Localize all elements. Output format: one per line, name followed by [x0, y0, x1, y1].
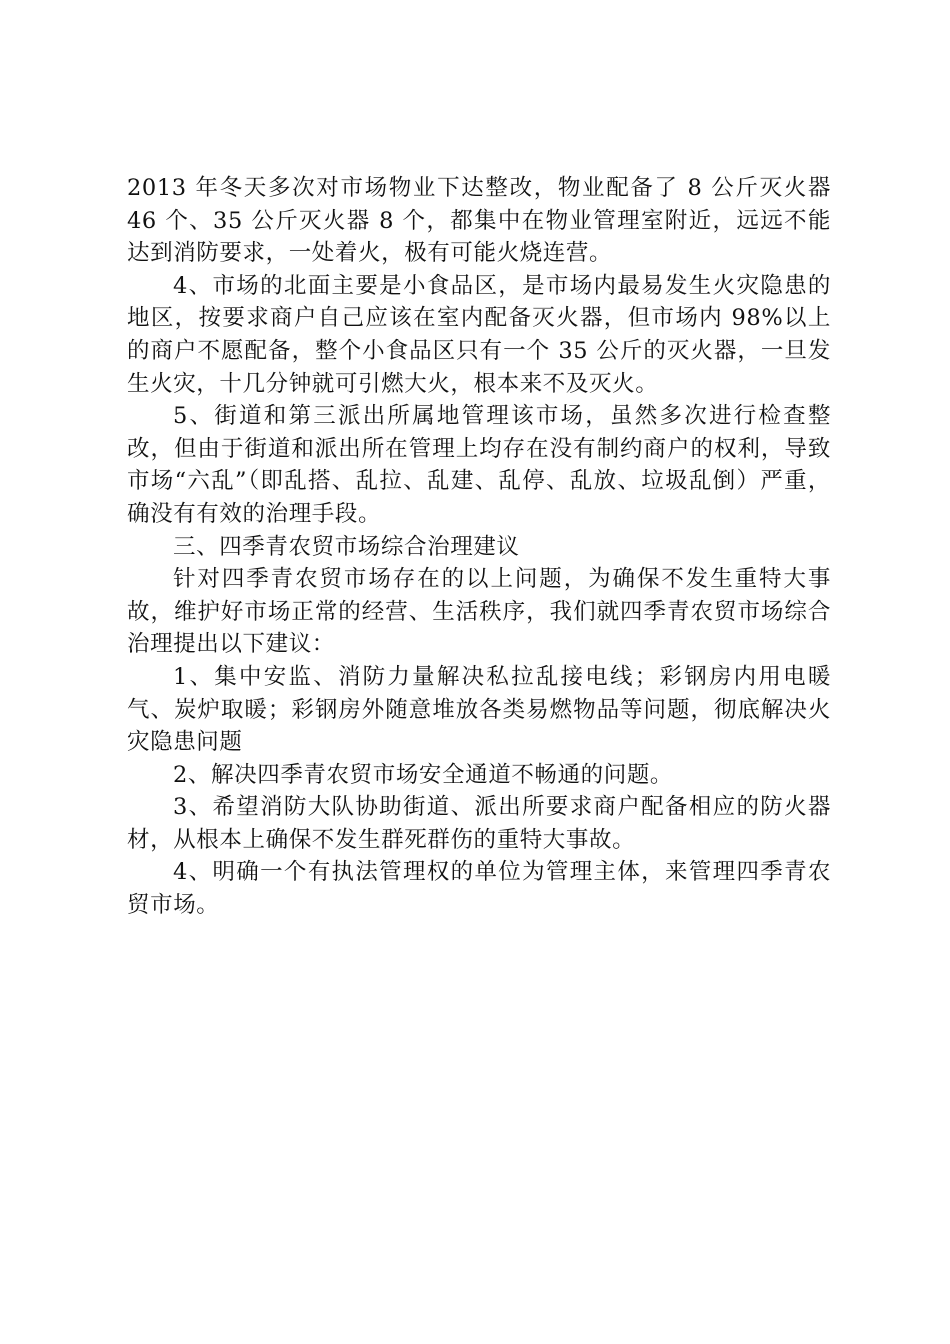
suggestion-item-3: 3、希望消防大队协助街道、派出所要求商户配备相应的防火器材，从根本上确保不发生群死群伤的重特大事故。 — [127, 794, 831, 853]
suggestion-item-4: 4、明确一个有执法管理权的单位为管理主体，来管理四季青农贸市场。 — [127, 859, 831, 919]
paragraph-item-4-snack-area: 4、市场的北面主要是小食品区，是市场内最易发生火灾隐患的地区，按要求商户自己应该在室内配备灭火器，但市场内 98%以上的商户不愿配备，整个小食品区只有一个 35 公斤的灭火器，一旦发生火灾，十几分钟就可引燃大火，根本来不及灭火。 — [127, 272, 831, 397]
paragraph-fire-extinguisher-rectification: 2013 年冬天多次对市场物业下达整改，物业配备了 8 公斤灭火器 46 个、35 公斤灭火器 8 个，都集中在物业管理室附近，远远不能达到消防要求，一处着火，极有可能火烧连营。 — [127, 175, 831, 267]
suggestion-item-2: 2、解决四季青农贸市场安全通道不畅通的问题。 — [173, 761, 674, 788]
section-heading-suggestions: 三、四季青农贸市场综合治理建议 — [173, 533, 520, 560]
paragraph-suggestions-intro: 针对四季青农贸市场存在的以上问题，为确保不发生重特大事故，维护好市场正常的经营、生活秩序，我们就四季青农贸市场综合治理提出以下建议： — [127, 566, 831, 658]
document-body — [127, 172, 831, 922]
suggestion-item-1: 1、集中安监、消防力量解决私拉乱接电线；彩钢房内用电暖气、炭炉取暖；彩钢房外随意堆放各类易燃物品等问题，彻底解决火灾隐患问题 — [127, 663, 831, 756]
paragraph-item-5-street-police: 5、街道和第三派出所属地管理该市场，虽然多次进行检查整改，但由于街道和派出所在管理上均存在没有制约商户的权利，导致市场“六乱”（即乱搭、乱拉、乱建、乱停、乱放、垃圾乱倒）严重，确没有有效的治理手段。 — [127, 403, 831, 527]
